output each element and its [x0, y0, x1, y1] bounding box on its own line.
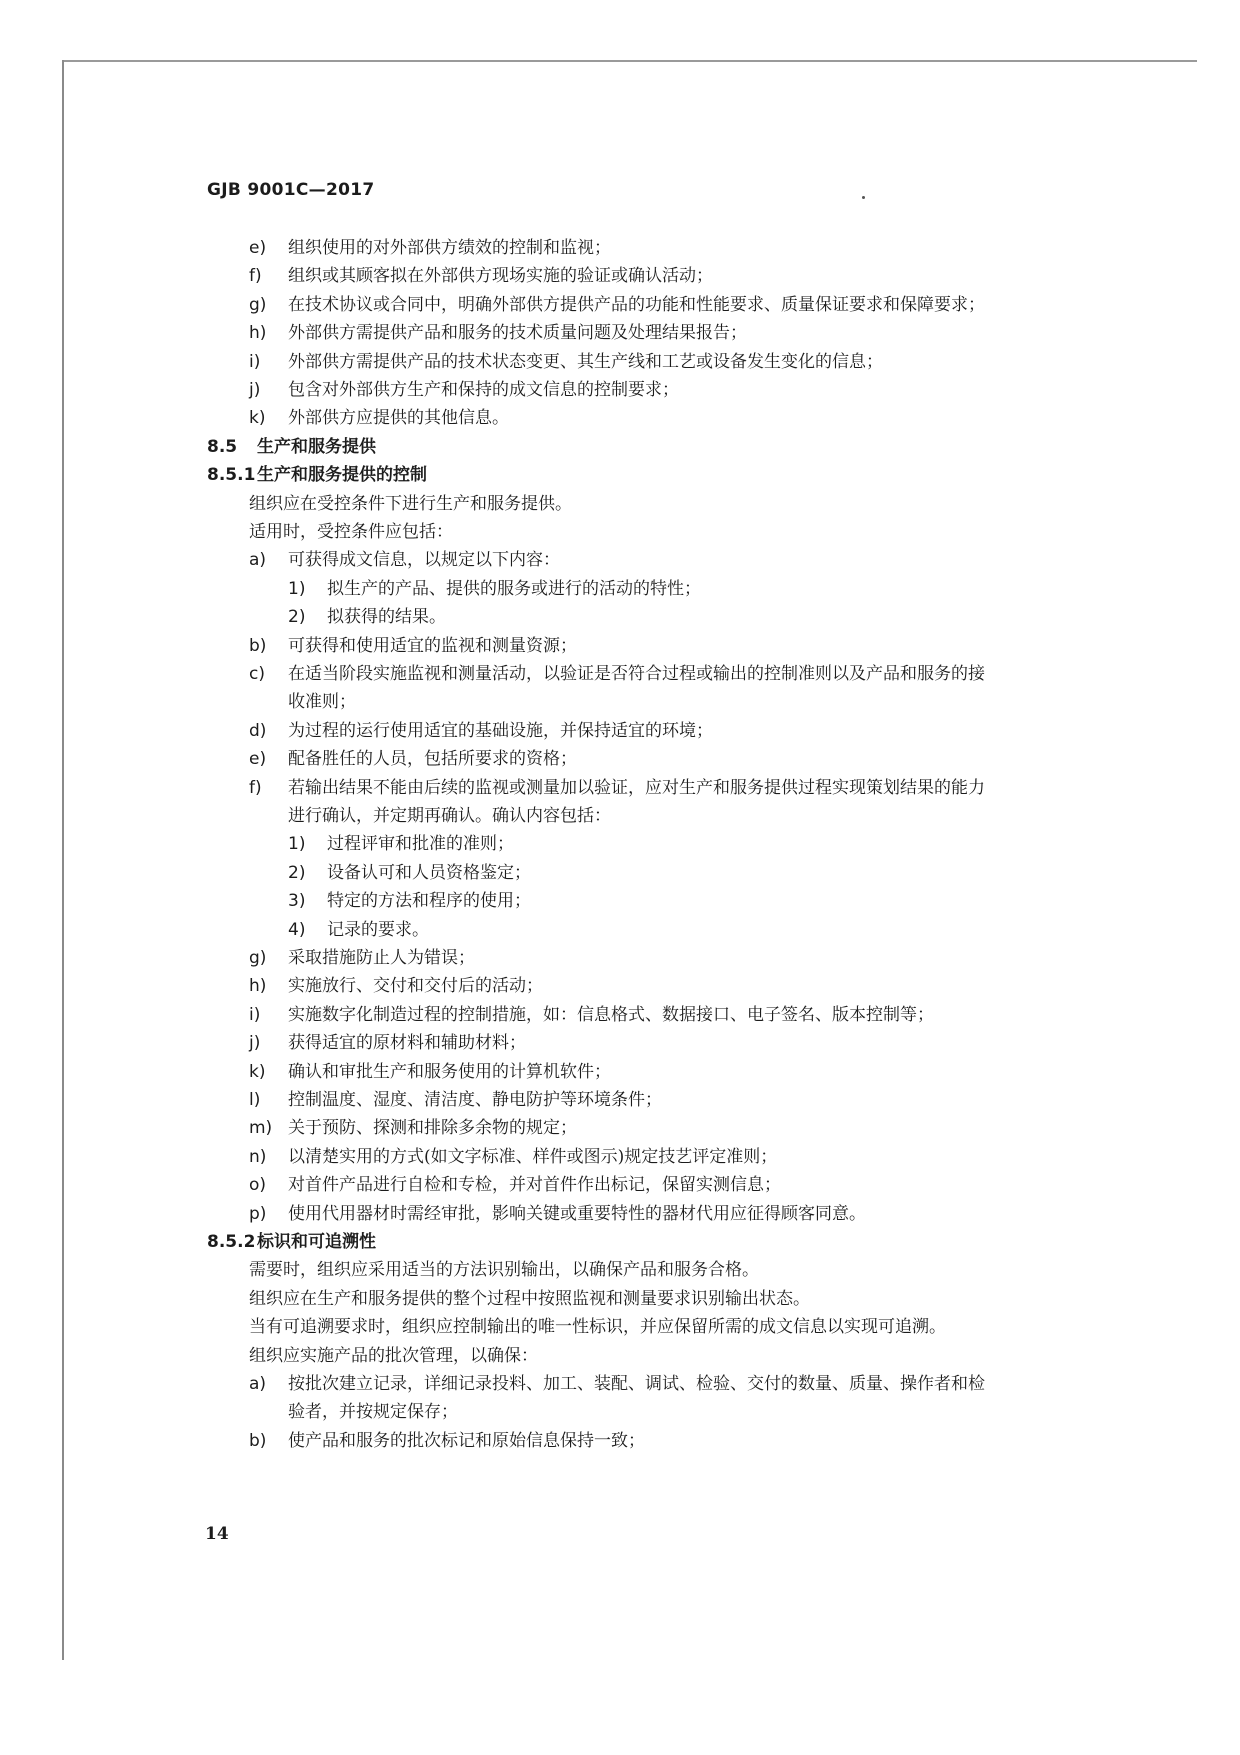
list-marker: n)	[249, 1146, 267, 1167]
line-text: 若输出结果不能由后续的监视或测量加以验证，应对生产和服务提供过程实现策划结果的能力	[288, 777, 985, 798]
line-text: 组织使用的对外部供方绩效的控制和监视；	[288, 238, 611, 258]
list-marker: c)	[249, 664, 265, 684]
line-text: 外部供方需提供产品的技术状态变更、其生产线和工艺或设备发生变化的信息；	[288, 351, 883, 372]
line-text: 适用时，受控条件应包括：	[249, 522, 453, 542]
standard-code-header: GJB 9001C—2017	[207, 180, 375, 200]
section-number: 8.5.1	[207, 465, 256, 486]
list-marker: b)	[249, 1430, 267, 1451]
list-marker: e)	[249, 238, 267, 258]
line-text: 进行确认，并定期再确认。确认内容包括：	[288, 806, 611, 826]
list-marker: 4)	[288, 919, 306, 940]
line-text: 关于预防、探测和排除多余物的规定；	[288, 1118, 577, 1139]
line-text: 获得适宜的原材料和辅助材料；	[288, 1033, 526, 1054]
line-text: 以清楚实用的方式(如文字标准、样件或图示)规定技艺评定准则；	[288, 1146, 778, 1167]
list-marker: j)	[249, 380, 261, 400]
list-marker: a)	[249, 550, 267, 571]
line-text: 可获得成文信息，以规定以下内容：	[288, 550, 560, 571]
section-title: 生产和服务提供	[257, 436, 376, 457]
section-number: 8.5.2	[207, 1232, 256, 1252]
section-title: 生产和服务提供的控制	[257, 465, 427, 486]
list-marker: b)	[249, 635, 267, 656]
list-marker: 3)	[288, 891, 306, 912]
scan-edge-left	[62, 60, 64, 1660]
line-text: 实施放行、交付和交付后的活动；	[288, 976, 543, 997]
list-marker: 2)	[288, 607, 306, 628]
line-text: 外部供方需提供产品和服务的技术质量问题及处理结果报告；	[288, 323, 747, 344]
line-text: 验者，并按规定保存；	[288, 1402, 458, 1423]
section-number: 8.5	[207, 436, 238, 457]
list-marker: f)	[249, 266, 262, 287]
line-text: 过程评审和批准的准则；	[327, 834, 514, 855]
line-text: 使用代用器材时需经审批，影响关键或重要特性的器材代用应征得顾客同意。	[288, 1203, 866, 1224]
line-text: 确认和审批生产和服务使用的计算机软件；	[288, 1061, 611, 1082]
list-marker: 1)	[288, 578, 306, 599]
list-marker: h)	[249, 323, 267, 344]
line-text: 当有可追溯要求时，组织应控制输出的唯一性标识，并应保留所需的成文信息以实现可追溯。	[249, 1317, 946, 1338]
list-marker: 1)	[288, 834, 306, 855]
list-marker: i)	[249, 1004, 261, 1025]
line-text: 特定的方法和程序的使用；	[327, 891, 531, 912]
line-text: 组织或其顾客拟在外部供方现场实施的验证或确认活动；	[288, 266, 713, 287]
list-marker: f)	[249, 777, 262, 798]
section-title: 标识和可追溯性	[257, 1232, 376, 1252]
line-text: 记录的要求。	[327, 919, 429, 940]
line-text: 在技术协议或合同中，明确外部供方提供产品的功能和性能要求、质量保证要求和保障要求；	[288, 294, 985, 315]
line-text: 组织应在受控条件下进行生产和服务提供。	[249, 493, 572, 514]
line-text: 组织应在生产和服务提供的整个过程中按照监视和测量要求识别输出状态。	[249, 1288, 810, 1309]
line-text: 组织应实施产品的批次管理，以确保：	[249, 1345, 538, 1366]
line-text: 在适当阶段实施监视和测量活动，以验证是否符合过程或输出的控制准则以及产品和服务的接	[288, 664, 985, 684]
list-marker: d)	[249, 720, 267, 741]
line-text: 设备认可和人员资格鉴定；	[327, 862, 531, 883]
scan-speck	[862, 196, 865, 199]
line-text: 按批次建立记录，详细记录投料、加工、装配、调试、检验、交付的数量、质量、操作者和检	[288, 1374, 985, 1394]
page-number: 14	[205, 1524, 229, 1544]
line-text: 拟获得的结果。	[327, 607, 446, 628]
line-text: 收准则；	[288, 692, 356, 713]
line-text: 控制温度、湿度、清洁度、静电防护等环境条件；	[288, 1090, 662, 1110]
line-text: 对首件产品进行自检和专检，并对首件作出标记，保留实测信息；	[288, 1175, 781, 1196]
list-marker: j)	[249, 1033, 261, 1054]
line-text: 可获得和使用适宜的监视和测量资源；	[288, 635, 577, 656]
line-text: 拟生产的产品、提供的服务或进行的活动的特性；	[327, 578, 701, 599]
list-marker: p)	[249, 1203, 267, 1224]
scan-edge-top	[62, 60, 1197, 62]
line-text: 为过程的运行使用适宜的基础设施，并保持适宜的环境；	[288, 720, 713, 741]
list-marker: 2)	[288, 862, 306, 883]
line-text: 外部供方应提供的其他信息。	[288, 408, 509, 429]
line-text: 配备胜任的人员，包括所要求的资格；	[288, 749, 577, 770]
line-text: 实施数字化制造过程的控制措施，如：信息格式、数据接口、电子签名、版本控制等；	[288, 1004, 934, 1025]
list-marker: g)	[249, 948, 267, 968]
line-text: 使产品和服务的批次标记和原始信息保持一致；	[288, 1430, 645, 1451]
line-text: 需要时，组织应采用适当的方法识别输出，以确保产品和服务合格。	[249, 1260, 759, 1281]
list-marker: l)	[249, 1090, 261, 1110]
list-marker: h)	[249, 976, 267, 997]
line-text: 包含对外部供方生产和保持的成文信息的控制要求；	[288, 380, 679, 400]
list-marker: m)	[249, 1118, 273, 1139]
list-marker: i)	[249, 351, 261, 372]
list-marker: e)	[249, 749, 267, 770]
list-marker: k)	[249, 1061, 266, 1082]
list-marker: k)	[249, 408, 266, 429]
list-marker: a)	[249, 1374, 267, 1394]
list-marker: o)	[249, 1175, 267, 1196]
line-text: 采取措施防止人为错误；	[288, 948, 475, 968]
list-marker: g)	[249, 294, 267, 315]
